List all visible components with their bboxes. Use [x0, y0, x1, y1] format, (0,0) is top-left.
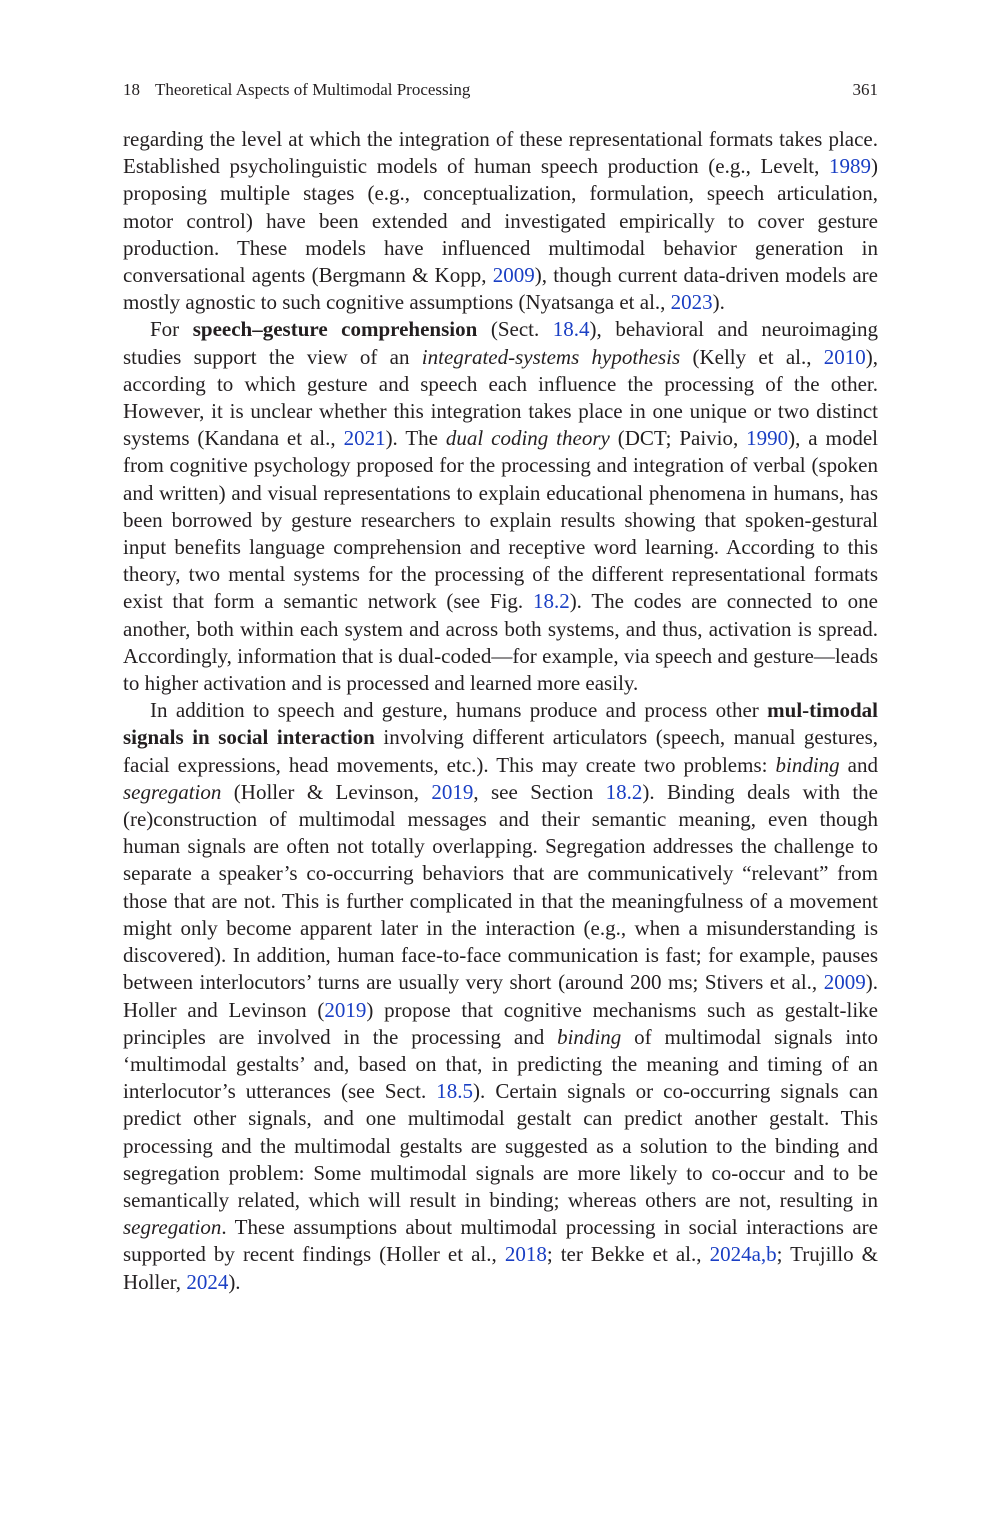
text-span: ). Binding deals with the (re)construction of multimodal messages and their semantic meaning, even though human signals are often not totally overlapping. Segregation addresses the challenge to separate a speaker’s co-occurring behaviors that are communicatively “relevant” from those that are not. This is further complicated in that the meaningfulness of a movement might only become apparent later in the interaction (e.g., when a misunderstanding is discovered). In addition, human face-to-face communication is fast; for example, pauses between interlocutors’ turns are usually very short (around 200 ms; Stivers et al.,: [123, 779, 878, 995]
paragraph-3: [123, 697, 878, 1295]
text-span: In addition to speech and gesture, humans produce and process other: [150, 698, 768, 723]
citation-link[interactable]: 2021: [343, 426, 386, 451]
text-span: , see Section: [473, 779, 606, 804]
running-head: [123, 78, 878, 102]
text-span: ). Holler and Levinson (: [123, 970, 878, 1022]
text-span: ; ter Bekke et al.,: [546, 1242, 710, 1267]
italic-term: dual coding theory: [445, 426, 610, 451]
citation-link[interactable]: 2010: [823, 344, 866, 369]
text-span: ).: [712, 290, 725, 315]
paragraph-2: [123, 316, 878, 697]
section-link[interactable]: 18.2: [605, 779, 643, 804]
page: [123, 78, 878, 1296]
body-text: [123, 126, 878, 1296]
section-link[interactable]: 18.4: [552, 317, 590, 342]
text-span: ). Certain signals or co-occurring signals can predict other signals, and one multimodal gestalt can predict another gestalt. This processing and the multimodal gestalts are suggested as a solution to the binding and segregation problem: Some multimodal signals are more likely to co-occur and to be semantically related, which will result in binding; whereas others are not, resulting in: [123, 1079, 878, 1212]
text-span: ; Trujillo & Holler,: [123, 1242, 878, 1294]
page-number: 361: [852, 80, 878, 99]
citation-link[interactable]: 2009: [823, 970, 866, 995]
citation-link[interactable]: 2019: [324, 997, 367, 1022]
text-span: ) propose that cognitive mechanisms such as gestalt-like principles are involved in the processing and: [123, 997, 878, 1049]
chapter-title: Theoretical Aspects of Multimodal Processing: [155, 80, 471, 99]
text-span: ), behavioral and neuroimaging studies support the view of an: [123, 317, 878, 369]
text-span: (DCT; Paivio,: [609, 426, 747, 451]
citation-link[interactable]: 2024a,b: [709, 1242, 777, 1267]
citation-link[interactable]: 2009: [492, 263, 535, 288]
text-span: (Holler & Levinson,: [221, 779, 432, 804]
text-span: For: [150, 317, 193, 342]
text-span: of multimodal signals into ‘multimodal gestalts’ and, based on that, in predicting the meaning and timing of an interlocutor’s utterances (see Sect.: [123, 1024, 879, 1104]
text-span: ) proposing multiple stages (e.g., conceptualization, formulation, speech articulation, motor control) have been extended and investigated empirically to cover gesture production. These models have influenced multimodal behavior generation in conversational agents (Bergmann & Kopp,: [123, 154, 878, 288]
citation-link[interactable]: 2018: [504, 1242, 547, 1267]
text-span: ). The: [385, 426, 446, 451]
italic-term: binding: [775, 752, 840, 777]
citation-link[interactable]: 2024: [186, 1269, 229, 1294]
text-span: ), though current data-driven models are mostly agnostic to such cognitive assumptions (Nyatsanga et al.,: [123, 263, 878, 315]
citation-link[interactable]: 2019: [431, 779, 474, 804]
text-span: ). The codes are connected to one another, both within each system and across both systems, and thus, activation is spread. Accordingly, information that is dual-coded—for example, via speech and gesture—leads to higher activation and is processed and learned more easily.: [123, 589, 879, 696]
section-link[interactable]: 18.5: [436, 1079, 474, 1104]
italic-term: segregation: [123, 1215, 222, 1240]
italic-term: binding: [557, 1024, 622, 1049]
italic-term: segregation: [123, 779, 222, 804]
figure-link[interactable]: 18.2: [532, 589, 570, 614]
text-span: . These assumptions about multimodal processing in social interactions are supported by recent findings (Holler et al.,: [123, 1215, 878, 1267]
text-span: ).: [228, 1269, 241, 1294]
text-span: ), a model from cognitive psychology proposed for the processing and integration of verbal (spoken and written) and visual representations to explain educational phenomena in humans, has been borrowed by gesture researchers to explain results showing that spoken-gestural input benefits language comprehension and receptive word learning. According to this theory, two mental systems for the processing of the different representational formats exist that form a semantic network (see Fig.: [123, 426, 878, 614]
chapter-number: 18: [123, 80, 140, 99]
citation-link[interactable]: 1990: [746, 426, 789, 451]
citation-link[interactable]: 2023: [670, 290, 713, 315]
citation-link[interactable]: 1989: [829, 154, 871, 179]
text-span: regarding the level at which the integration of these representational formats takes place. Established psycholinguistic models of human speech production (e.g., Levelt,: [123, 127, 878, 179]
text-span: and: [839, 752, 878, 777]
text-span: (Sect.: [477, 317, 553, 342]
running-head-left: [123, 78, 470, 102]
text-span: involving different articulators (speech, manual gestures, facial expressions, head movements, etc.). This may create two problems:: [123, 725, 878, 777]
paragraph-1: [123, 126, 878, 316]
bold-term: speech–gesture comprehension: [192, 317, 478, 342]
bold-term: mul-timodal signals in social interaction: [123, 698, 878, 750]
text-span: (Kelly et al.,: [680, 344, 824, 369]
italic-term: integrated-systems hypothesis: [421, 344, 681, 369]
text-span: ), according to which gesture and speech each influence the processing of the other. However, it is unclear whether this integration takes place in one unique or two distinct systems (Kandana et al.,: [123, 344, 878, 451]
